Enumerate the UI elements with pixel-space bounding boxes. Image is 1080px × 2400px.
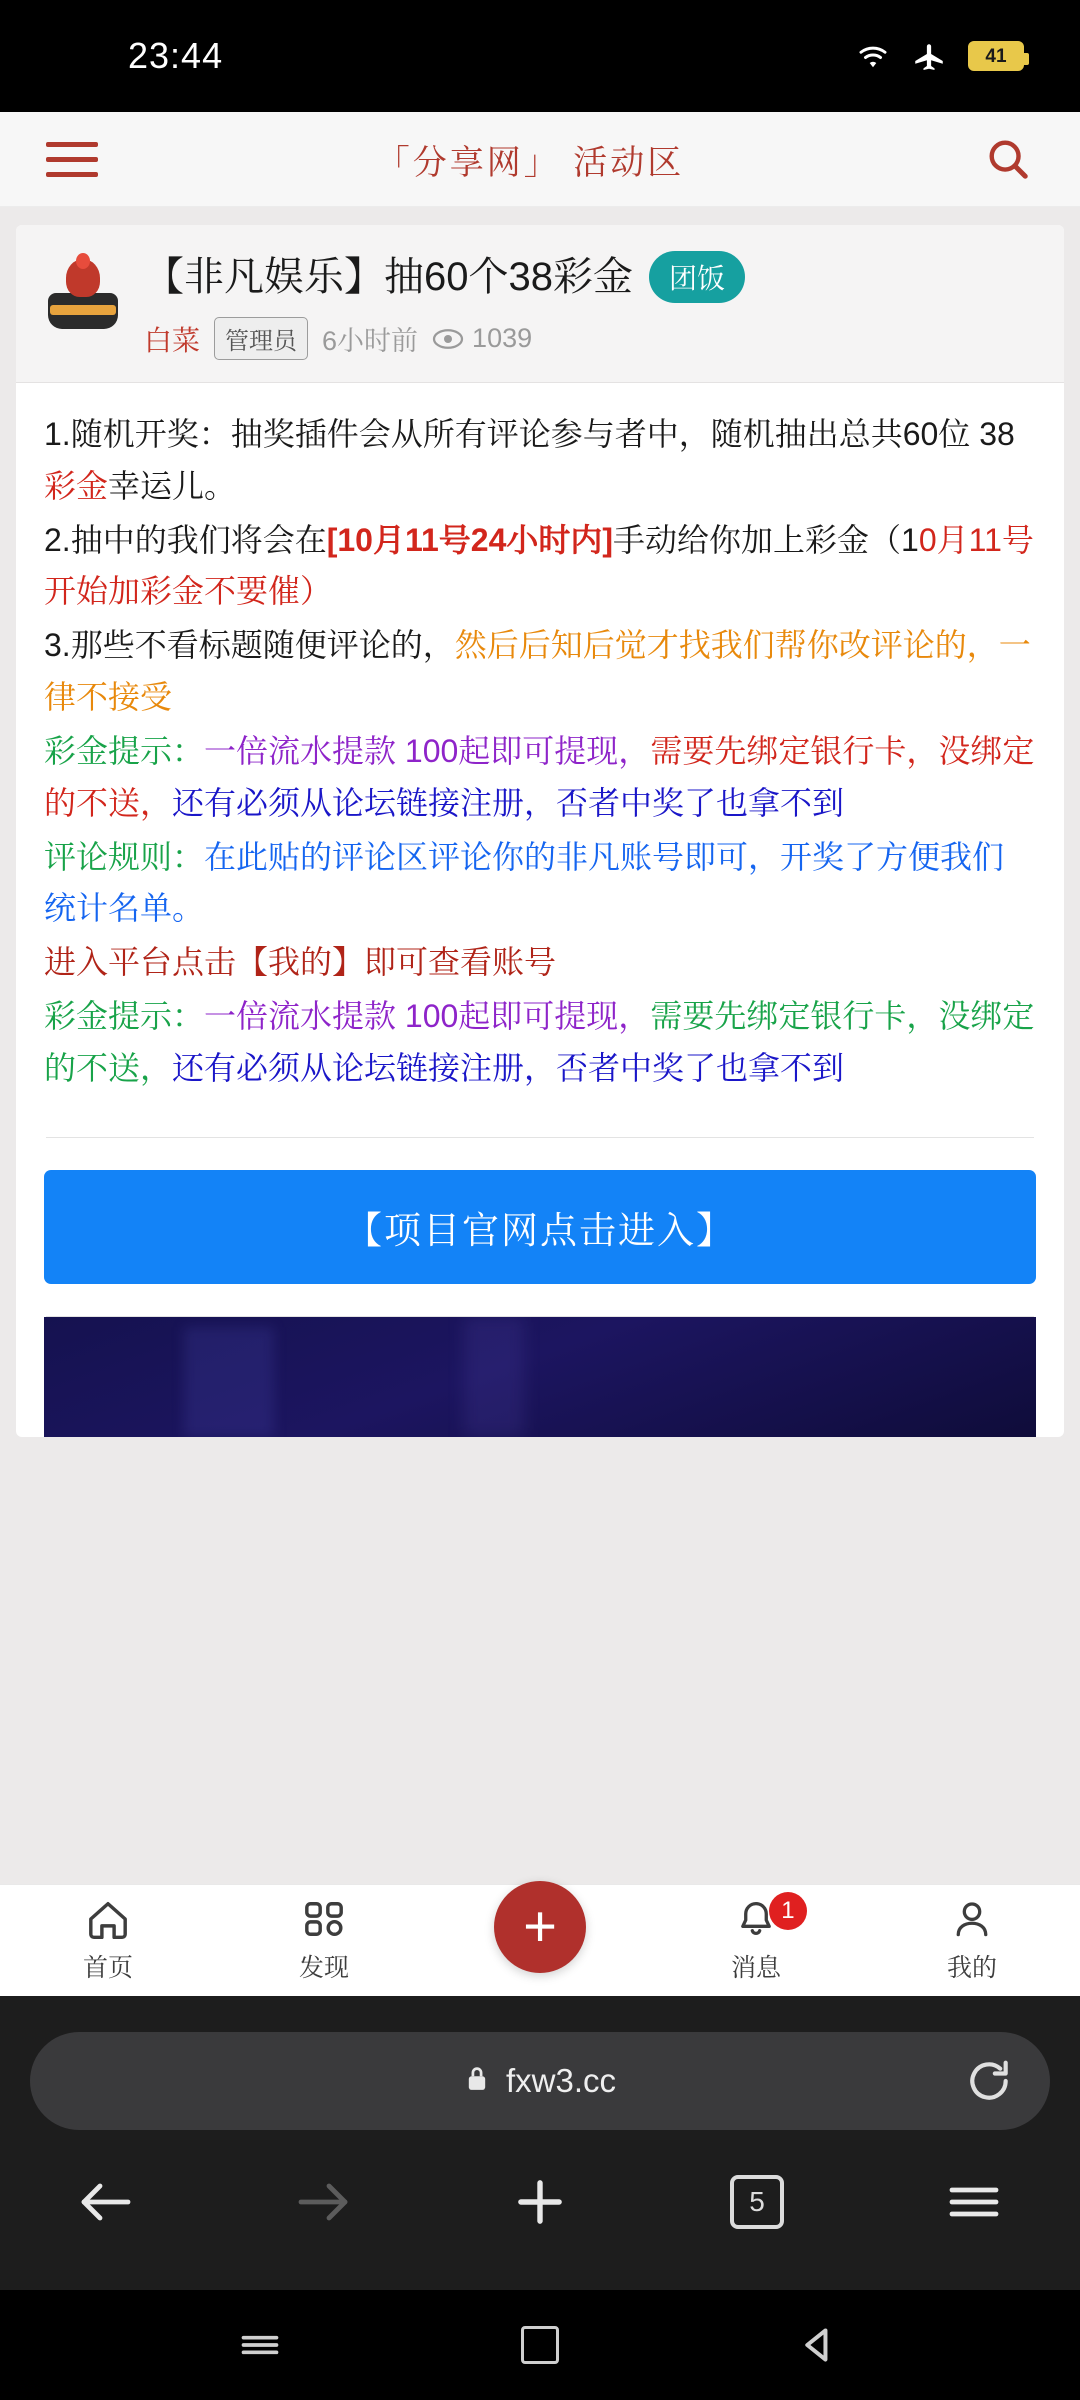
forward-arrow-icon [287, 2166, 359, 2238]
post-line-1a: 1.随机开奖：抽奖插件会从所有评论参与者中，随机抽出总共6 [44, 416, 921, 452]
post-line-5 [44, 832, 1036, 936]
back-triangle-icon[interactable] [788, 2313, 852, 2377]
status-bar [0, 0, 1080, 112]
reload-icon[interactable] [964, 2056, 1014, 2111]
post-line-7b: 一倍流水提款 100起即可提现， [204, 998, 651, 1035]
wifi-icon [854, 41, 892, 71]
back-arrow-icon[interactable] [70, 2166, 142, 2238]
eye-icon [432, 328, 464, 350]
tab-count: 5 [730, 2175, 784, 2229]
post-line-2c: 手动给你加上彩金（1 [613, 521, 919, 558]
battery-icon [968, 41, 1024, 71]
post-title: 【非凡娱乐】抽60个38彩金 [144, 255, 633, 299]
post-line-2a: 2.抽中的我们将会在 [44, 521, 327, 558]
post-line-4d: 还有必须从论坛链接注册，否者中奖了也拿不到 [172, 784, 845, 821]
nav-label-profile: 我的 [946, 1953, 997, 1982]
new-tab-plus-icon[interactable] [504, 2166, 576, 2238]
post-line-2d: 0月11号开始加彩金不要催） [44, 521, 1034, 610]
tab-switcher-button[interactable] [721, 2166, 793, 2238]
post-tag[interactable]: 团饭 [649, 251, 745, 303]
content-divider-top [46, 1137, 1034, 1138]
post-time: 6小时前 [322, 326, 419, 356]
post-views [432, 323, 532, 354]
battery-level: 41 [985, 45, 1007, 67]
post-line-5b: 在此贴的评论区评论你的非凡账号即可，开奖了方便我们统计名单。 [44, 838, 1005, 927]
lock-icon [464, 2064, 490, 2099]
post-line-2 [44, 515, 1036, 619]
post-card [16, 225, 1064, 1437]
post-line-7d: 还有必须从论坛链接注册，否者中奖了也拿不到 [172, 1049, 845, 1086]
post-line-1b: 0位 38 [920, 416, 1015, 452]
user-avatar-icon[interactable] [44, 257, 122, 335]
system-navigation-bar [0, 2290, 1080, 2400]
post-line-4b: 一倍流水提款 100起即可提现， [204, 732, 651, 769]
url-text: fxw3.cc [505, 2062, 617, 2099]
post-line-3a: 3.那些不看标题随便评论的， [44, 627, 455, 664]
post-body [16, 383, 1064, 1107]
nav-label-home: 首页 [82, 1953, 133, 1982]
nav-label-discover: 发现 [298, 1953, 349, 1982]
post-line-2b: [10月11号24小时内] [326, 521, 614, 558]
browser-menu-icon[interactable] [938, 2166, 1010, 2238]
post-line-3 [44, 620, 1036, 724]
nav-item-home[interactable] [0, 1898, 216, 1984]
browser-toolbar [0, 2130, 1080, 2238]
post-line-4 [44, 726, 1036, 830]
project-site-button[interactable]: 【项目官网点击进入】 [44, 1170, 1036, 1284]
nav-item-messages[interactable] [648, 1898, 864, 1984]
app-bottom-nav [0, 1884, 1080, 1996]
nav-item-create[interactable] [432, 1893, 648, 1973]
post-meta [144, 317, 1036, 360]
browser-chrome [0, 1996, 1080, 2400]
post-line-4a: 彩金提示： [44, 732, 205, 769]
home-square-icon[interactable] [508, 2313, 572, 2377]
post-scroll-area[interactable] [0, 207, 1080, 1996]
search-icon[interactable] [982, 133, 1034, 185]
post-line-6: 进入平台点击【我的】即可查看账号 [44, 944, 557, 981]
site-title: 「分享网」 活动区 [375, 143, 685, 182]
plus-icon[interactable]: + [494, 1881, 586, 1973]
url-bar[interactable] [30, 2032, 1050, 2130]
post-views-count: 1039 [472, 323, 533, 353]
person-icon [950, 1898, 994, 1940]
post-line-7a: 彩金提示： [44, 998, 205, 1035]
messages-badge: 1 [769, 1892, 807, 1930]
author-role-badge: 管理员 [214, 317, 308, 360]
app-header [0, 112, 1080, 207]
post-line-4c: 需要先绑定银行卡，没绑定的不送， [44, 732, 1035, 821]
post-line-1c: 彩金 [44, 467, 109, 504]
status-time: 23:44 [128, 35, 224, 76]
post-author[interactable]: 白菜 [144, 324, 201, 356]
status-icons [854, 39, 1024, 73]
post-line-3b: 然后后知后觉才找我们帮你改评论的，一律不接受 [44, 627, 1031, 716]
nav-label-messages: 消息 [730, 1953, 781, 1982]
home-icon [85, 1898, 131, 1940]
nav-item-discover[interactable] [216, 1898, 432, 1984]
post-line-7c: 需要先绑定银行卡，没绑定的不送， [44, 998, 1035, 1086]
promo-banner-image[interactable] [44, 1317, 1036, 1437]
recents-icon[interactable] [228, 2313, 292, 2377]
post-line-1d: 幸运儿。 [108, 467, 237, 504]
post-line-1 [44, 409, 1036, 513]
post-line-5a: 评论规则： [44, 838, 205, 875]
airplane-mode-icon [912, 39, 948, 73]
webview-page [0, 112, 1080, 1996]
post-line-7 [44, 991, 1036, 1095]
discover-grid-icon [301, 1898, 347, 1940]
nav-item-profile[interactable] [864, 1898, 1080, 1984]
post-header [16, 225, 1064, 383]
